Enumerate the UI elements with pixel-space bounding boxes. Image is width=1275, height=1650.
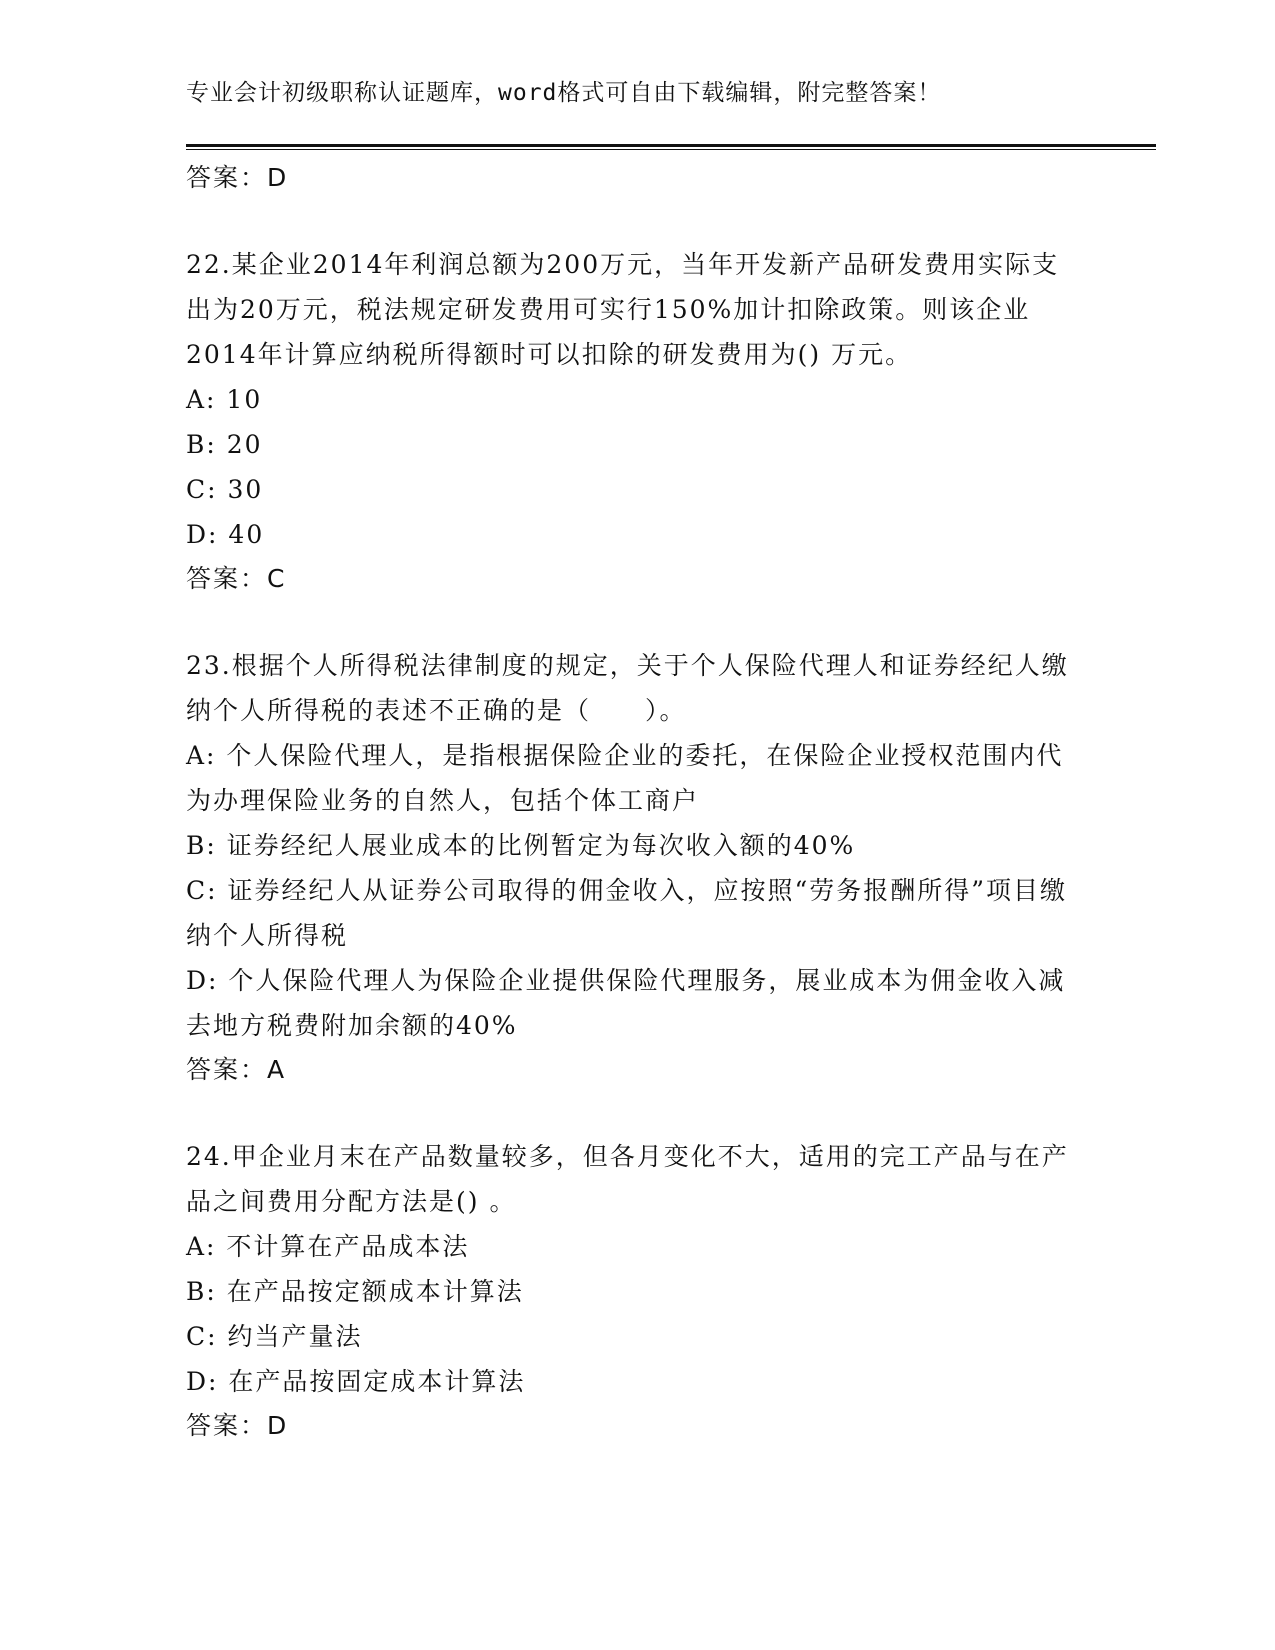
- option-a: A: 不计算在产品成本法: [186, 1232, 470, 1261]
- option-b: B: 20: [186, 430, 263, 459]
- option-c: C: 30: [186, 475, 264, 504]
- header-divider-thin: [186, 149, 1156, 150]
- answer: 答案：D: [186, 1411, 289, 1440]
- question-stem: 22.某企业2014年利润总额为200万元，当年开发新产品研发费用实际支出为20万元，税法规定研发费用可实行150%加计扣除政策。则该企业2014年计算应纳税所得额时可以扣除的研发费用为() 万元。: [186, 250, 1060, 369]
- option-b: B: 在产品按定额成本计算法: [186, 1277, 524, 1306]
- option-d: D: 个人保险代理人为保险企业提供保险代理服务，展业成本为佣金收入减去地方税费附加余额的40%: [186, 966, 1066, 1040]
- page-header: 专业会计初级职称认证题库，word格式可自由下载编辑，附完整答案！: [186, 80, 942, 106]
- question-list: [186, 156, 1086, 1448]
- option-c: C: 约当产量法: [186, 1322, 363, 1351]
- question-22: [186, 242, 1086, 601]
- answer: 答案：A: [186, 1055, 287, 1084]
- option-a: A: 10: [186, 385, 263, 414]
- option-d: D: 在产品按固定成本计算法: [186, 1367, 526, 1396]
- question-stem: 24.甲企业月末在产品数量较多，但各月变化不大，适用的完工产品与在产品之间费用分配方法是() 。: [186, 1142, 1069, 1216]
- option-c: C: 证券经纪人从证券公司取得的佣金收入，应按照“劳务报酬所得”项目缴纳个人所得税: [186, 876, 1068, 950]
- option-b: B: 证券经纪人展业成本的比例暂定为每次收入额的40%: [186, 831, 856, 860]
- question-stem: 23.根据个人所得税法律制度的规定，关于个人保险代理人和证券经纪人缴纳个人所得税的表述不正确的是（ ）。: [186, 651, 1069, 725]
- header-divider: [186, 144, 1156, 147]
- answer: 答案：C: [186, 564, 287, 593]
- option-a: A: 个人保险代理人，是指根据保险企业的委托，在保险企业授权范围内代为办理保险业务的自然人，包括个体工商户: [186, 741, 1064, 815]
- previous-answer: 答案：D: [186, 163, 289, 192]
- question-24: [186, 1134, 1086, 1448]
- option-d: D: 40: [186, 520, 265, 549]
- question-23: [186, 643, 1086, 1092]
